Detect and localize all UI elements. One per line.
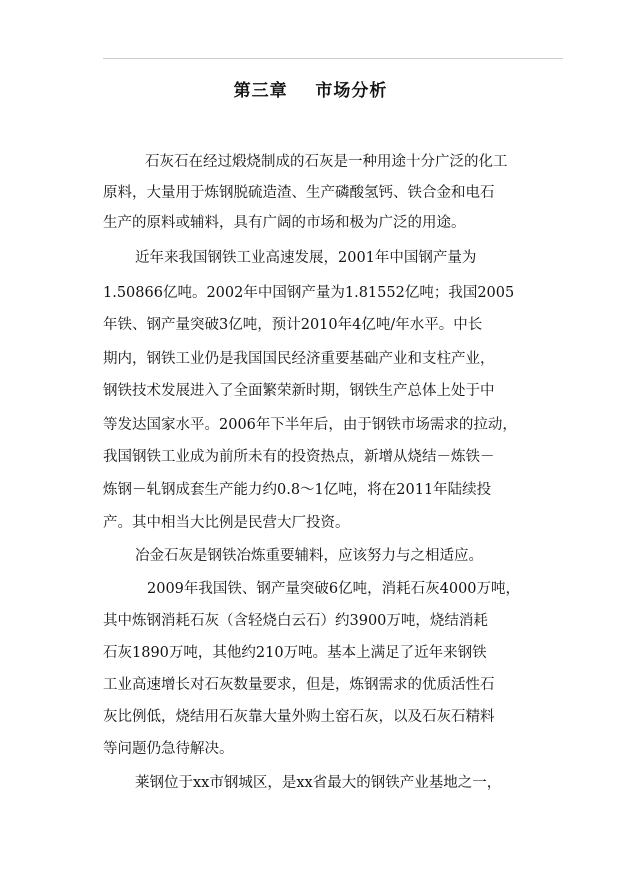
text-line: 生产的原料或辅料，具有广阔的市场和极为广泛的用途。 bbox=[103, 215, 466, 231]
text-line: 年铁、钢产量突破3亿吨，预计2010年4亿吨/年水平。中长 bbox=[103, 317, 483, 333]
text-line: 产。其中相当大比例是民营大厂投资。 bbox=[103, 515, 350, 531]
header-rule bbox=[103, 58, 563, 59]
text-line: 其中炼钢消耗石灰（含轻烧白云石）约3900万吨，烧结消耗 bbox=[103, 613, 488, 629]
text-line: 近年来我国钢铁工业高速发展，2001年中国钢产量为 bbox=[135, 250, 477, 266]
text-line: 1.50866亿吨。2002年中国钢产量为1.81552亿吨；我国2005 bbox=[103, 285, 515, 301]
text-line: 石灰石在经过煅烧制成的石灰是一种用途十分广泛的化工 bbox=[145, 154, 508, 170]
text-line: 2009年我国铁、钢产量突破6亿吨，消耗石灰4000万吨， bbox=[147, 581, 521, 597]
text-line: 冶金石灰是钢铁冶炼重要辅料，应该努力与之相适应。 bbox=[135, 548, 483, 564]
text-line: 等发达国家水平。2006年下半年后，由于钢铁市场需求的拉动， bbox=[103, 417, 517, 433]
text-line: 炼钢－轧钢成套生产能力约0.8～1亿吨，将在2011年陆续投 bbox=[103, 482, 492, 498]
text-line: 等问题仍急待解决。 bbox=[103, 741, 234, 757]
text-line: 原料，大量用于炼钢脱硫造渣、生产磷酸氢钙、铁合金和电石 bbox=[103, 185, 495, 201]
text-line: 石灰1890万吨，其他约210万吨。基本上满足了近年来钢铁 bbox=[103, 645, 487, 661]
text-line: 期内，钢铁工业仍是我国国民经济重要基础产业和支柱产业， bbox=[103, 351, 495, 367]
chapter-title: 第三章 市场分析 bbox=[233, 81, 388, 101]
text-line: 工业高速增长对石灰数量要求，但是，炼钢需求的优质活性石 bbox=[103, 677, 495, 693]
text-line: 莱钢位于xx市钢城区，是xx省最大的钢铁产业基地之一， bbox=[135, 775, 502, 791]
text-line: 灰比例低，烧结用石灰靠大量外购土窑石灰，以及石灰石精料 bbox=[103, 709, 495, 725]
text-line: 我国钢铁工业成为前所未有的投资热点，新增从烧结－炼铁－ bbox=[103, 449, 495, 465]
text-line: 钢铁技术发展进入了全面繁荣新时期，钢铁生产总体上处于中 bbox=[103, 383, 495, 399]
